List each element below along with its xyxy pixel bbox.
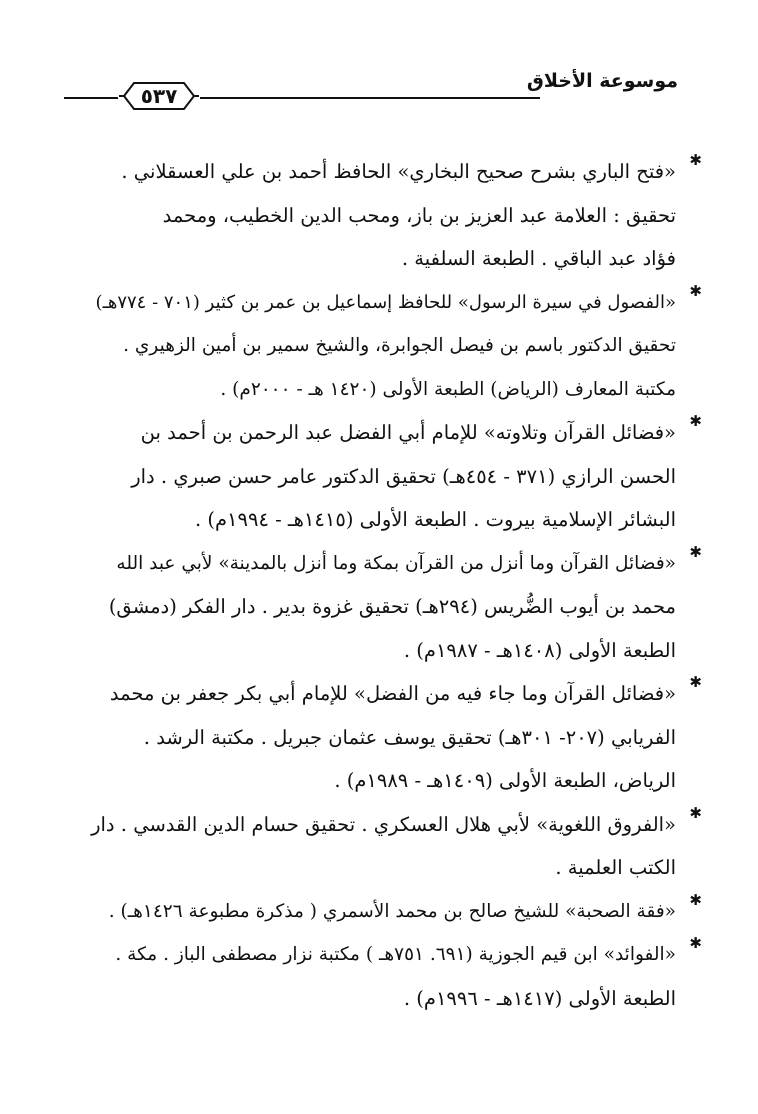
asterisk-bullet-icon: ✱ <box>689 934 702 952</box>
entry-line: «فضائل القرآن وما أنزل من القرآن بمكة وما أنزل بالمدينة» لأبي عبد الله <box>116 552 676 574</box>
entry-line: «الفوائد» ابن قيم الجوزية (٦٩١. ٧٥١هـ ) مكتبة نزار مصطفى الباز . مكة . <box>115 944 676 965</box>
entry-line: فؤاد عبد الباقي . الطبعة السلفية . <box>401 247 676 270</box>
entry-line: «الفصول في سيرة الرسول» للحافظ إسماعيل بن عمر بن كثير (٧٠١ - ٧٧٤هـ) <box>95 291 676 313</box>
entry-line: الطبعة الأولى (١٤٠٨هـ - ١٩٨٧م) . <box>403 638 676 662</box>
entry-line: «فضائل القرآن وما جاء فيه من الفضل» للإمام أبي بكر جعفر بن محمد <box>109 682 676 705</box>
page-number-ornament <box>118 78 200 114</box>
entry-line: «الفروق اللغوية» لأبي هلال العسكري . تحقيق حسام الدين القدسي . دار <box>91 812 676 836</box>
page-header <box>58 66 678 110</box>
bibliography-entry <box>72 890 702 934</box>
entry-line: الرياض، الطبعة الأولى (١٤٠٩هـ - ١٩٨٩م) . <box>334 769 676 792</box>
page-number: ٥٣٧ <box>140 84 178 108</box>
asterisk-bullet-icon: ✱ <box>689 803 702 822</box>
entry-line: الكتب العلمية . <box>555 856 676 879</box>
bibliography-entry <box>72 150 702 281</box>
entry-line: الفريابي (٢٠٧- ٣٠١هـ) تحقيق يوسف عثمان جبريل . مكتبة الرشد . <box>143 725 676 749</box>
bibliography-entry <box>72 542 702 673</box>
asterisk-bullet-icon: ✱ <box>689 673 702 691</box>
bibliography-list <box>72 150 702 1020</box>
entry-line: الحسن الرازي (٣٧١ - ٤٥٤هـ) تحقيق الدكتور عامر حسن صبري . دار <box>131 464 676 488</box>
asterisk-bullet-icon: ✱ <box>689 281 702 300</box>
entry-line: «فتح الباري بشرح صحيح البخاري» الحافظ أحمد بن علي العسقلاني . <box>121 160 676 183</box>
running-title: موسوعة الأخلاق <box>526 70 678 92</box>
asterisk-bullet-icon: ✱ <box>689 542 702 561</box>
entry-line: مكتبة المعارف (الرياض) الطبعة الأولى (١٤٢٠ هـ - ٢٠٠٠م) . <box>220 378 676 400</box>
bibliography-entry <box>72 281 702 412</box>
asterisk-bullet-icon: ✱ <box>689 151 702 169</box>
entry-line: محمد بن أيوب الضُّريس (٢٩٤هـ) تحقيق غزوة بدير . دار الفكر (دمشق) <box>108 595 676 618</box>
bibliography-entry <box>72 803 702 890</box>
entry-line: «فقة الصحبة» للشيخ صالح بن محمد الأسمري ( مذكرة مطبوعة ١٤٢٦هـ) . <box>108 900 676 922</box>
entry-line: البشائر الإسلامية بيروت . الطبعة الأولى (١٤١٥هـ - ١٩٩٤م) . <box>194 508 676 531</box>
asterisk-bullet-icon: ✱ <box>689 890 702 909</box>
bibliography-entry <box>72 933 702 1020</box>
entry-line: تحقيق : العلامة عبد العزيز بن باز، ومحب الدين الخطيب، ومحمد <box>162 203 676 227</box>
bibliography-entry <box>72 672 702 803</box>
bibliography-entry <box>72 411 702 542</box>
entry-line: تحقيق الدكتور باسم بن فيصل الجوابرة، والشيخ سمير بن أمين الزهيري . <box>123 335 676 356</box>
asterisk-bullet-icon: ✱ <box>689 412 702 430</box>
entry-line: الطبعة الأولى (١٤١٧هـ - ١٩٩٦م) . <box>403 986 676 1010</box>
entry-line: «فضائل القرآن وتلاوته» للإمام أبي الفضل عبد الرحمن بن أحمد بن <box>140 421 676 444</box>
